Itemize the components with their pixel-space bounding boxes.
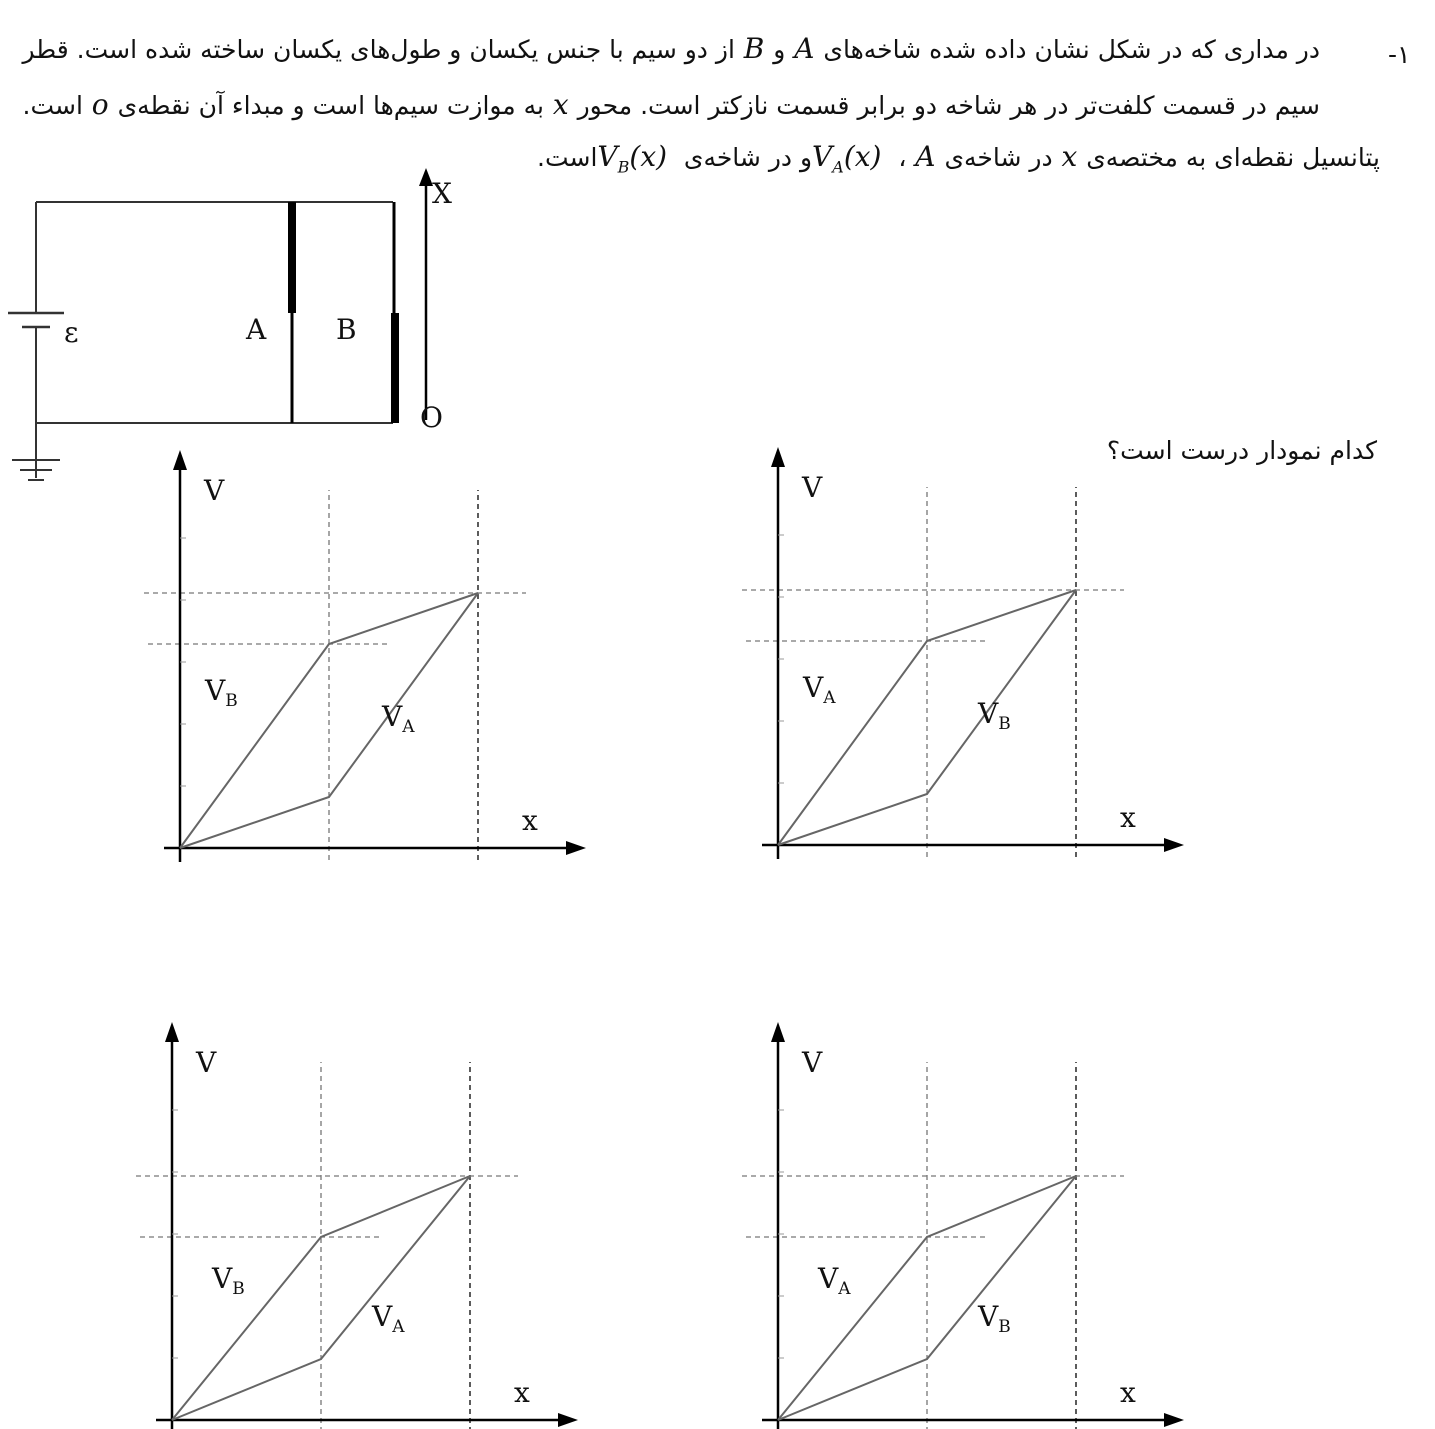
emf-label: ε [64, 316, 79, 349]
x-axis-arrow [558, 1413, 578, 1427]
y-axis-arrow [771, 1022, 785, 1042]
series-label-vb: $V_B$ [212, 1262, 245, 1299]
series-label-sub: B [225, 691, 238, 711]
y-axis-label: V [204, 474, 225, 507]
series-label-sub: A [838, 1279, 851, 1299]
series-label-vb: $V_B$ [978, 1300, 1011, 1337]
series-label-sub: A [823, 688, 836, 708]
series-label-va: $V_A$ [803, 671, 836, 708]
y-axis-arrow [173, 450, 187, 470]
series-label-vb: $V_B$ [978, 697, 1011, 734]
question-line-1: در مداری که در شکل نشان داده شده شاخه‌های A و B از دو سیم با جنس یکسان و طول‌های یکسان ساخته شده است. قطر [22, 32, 1320, 65]
x-axis-label: x [514, 1376, 530, 1409]
x-axis-arrow [1164, 1413, 1184, 1427]
y-axis-arrow [165, 1022, 179, 1042]
chart-4 [742, 1022, 1184, 1429]
y-axis-arrow [771, 447, 785, 467]
question-number: -۱ [1388, 40, 1411, 69]
x-axis-label: x [1120, 801, 1136, 834]
series-label-sub: B [232, 1279, 245, 1299]
origin-label: O [420, 401, 443, 434]
y-axis-label: V [802, 1046, 823, 1079]
question-line-3: پتانسیل نقطه‌ای به مختصه‌ی x در شاخه‌ی A ، $V_A(x)$ و در شاخه‌ی $V_B(x)$ است. [537, 140, 1380, 177]
y-axis-label: V [196, 1046, 217, 1079]
y-axis-label: V [802, 471, 823, 504]
axis-x-label: X [432, 177, 452, 210]
series-label-sub: B [998, 1317, 1011, 1337]
x-axis-arrow [1164, 838, 1184, 852]
x-axis-label: x [1120, 1376, 1136, 1409]
chart-1 [144, 450, 586, 862]
x-axis-label: x [522, 804, 538, 837]
branch-b-label: B [336, 313, 357, 346]
series-label-va: $V_A$ [818, 1262, 851, 1299]
chart-2 [742, 447, 1184, 859]
series-label-vb: $V_B$ [205, 674, 238, 711]
chart-3 [136, 1022, 578, 1429]
question-prompt: کدام نمودار درست است؟ [1106, 436, 1377, 465]
branch-a-label: A [246, 313, 267, 346]
question-line-2: سیم در قسمت کلفت‌تر در هر شاخه دو برابر قسمت نازکتر است. محور x به موازت سیم‌ها است و مبداء آن نقطه‌ی o است. [22, 88, 1320, 121]
series-label-sub: A [402, 717, 415, 737]
x-axis-arrow [566, 841, 586, 855]
series-label-sub: A [392, 1317, 405, 1337]
series-label-va: $V_A$ [382, 700, 415, 737]
series-label-sub: B [998, 714, 1011, 734]
series-label-va: $V_A$ [372, 1300, 405, 1337]
